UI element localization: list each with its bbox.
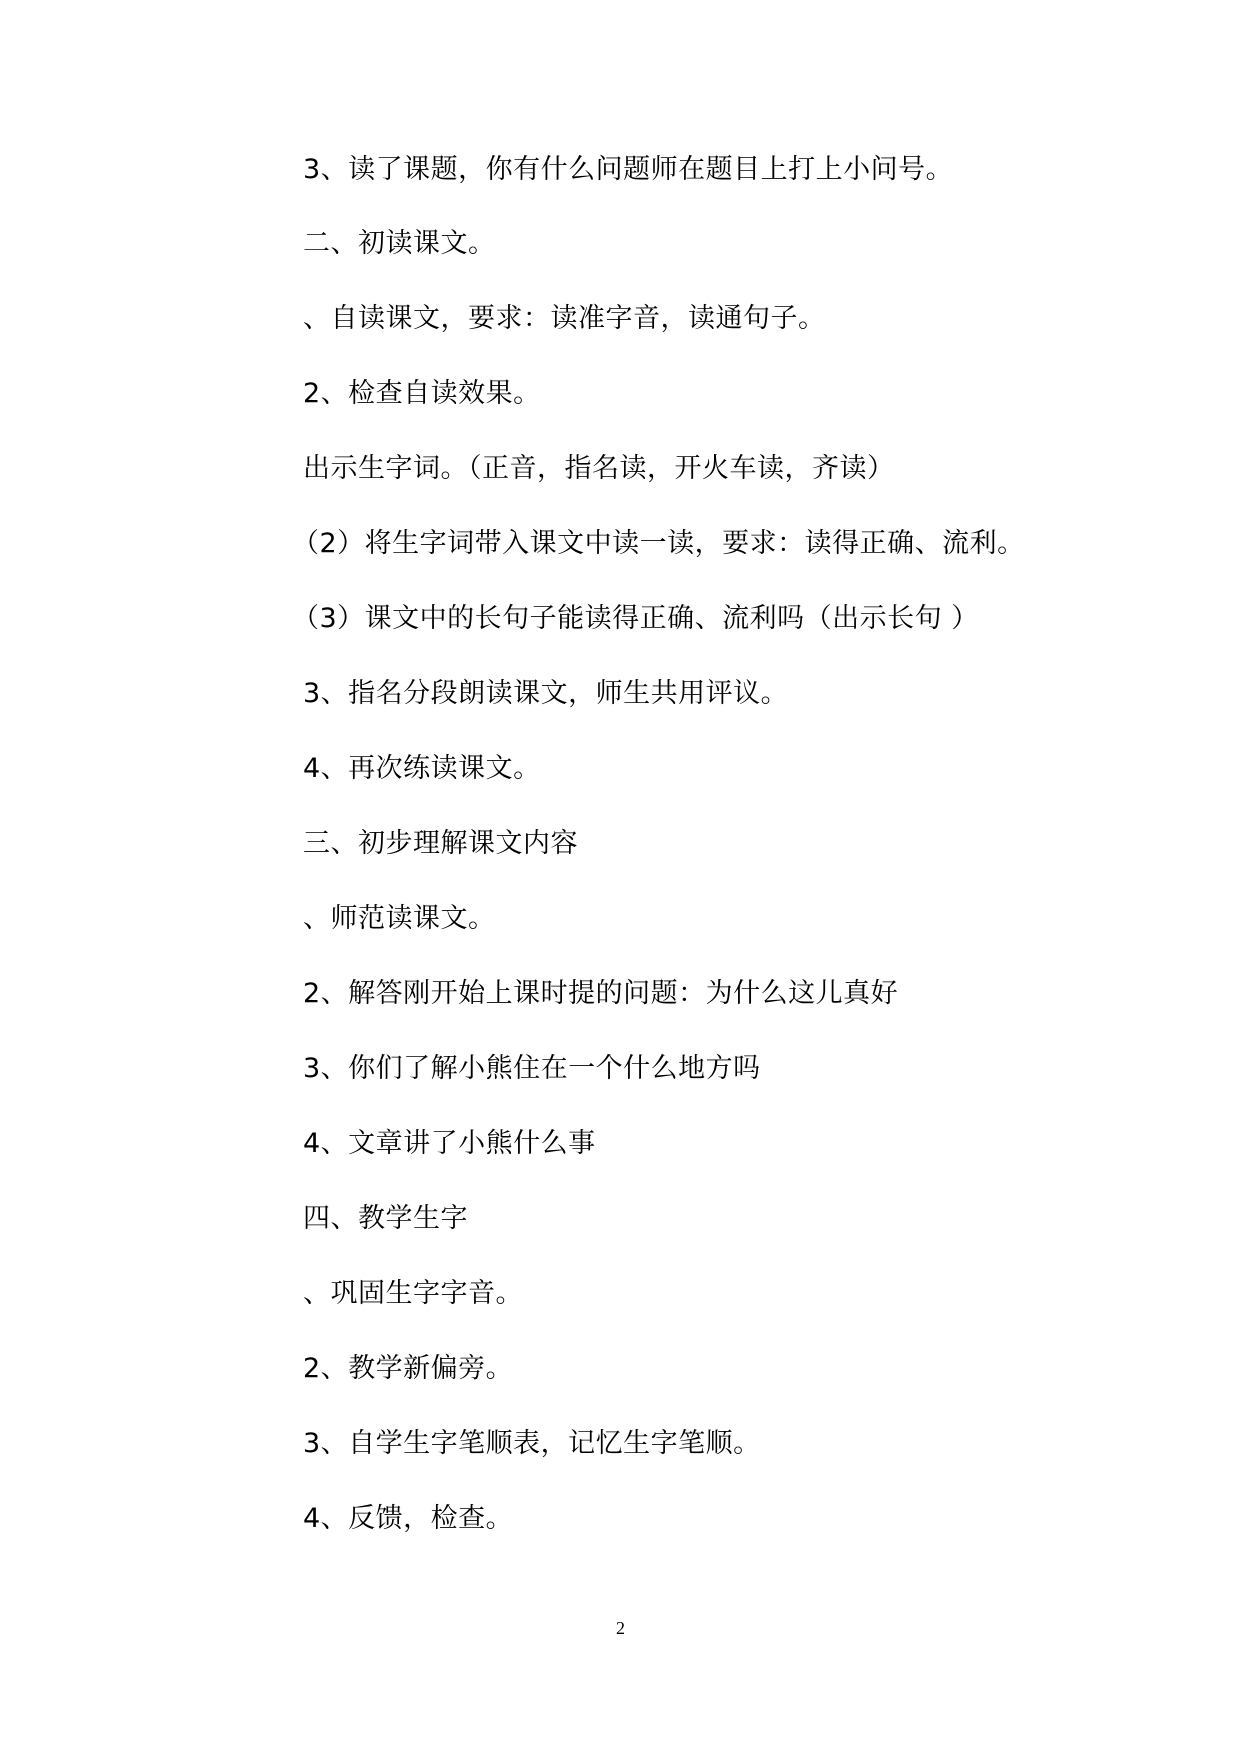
section-heading: 三、初步理解课文内容 xyxy=(303,828,578,859)
section-heading: 四、教学生字 xyxy=(303,1203,468,1234)
paragraph: 4、反馈，检查。 xyxy=(303,1503,514,1534)
paragraph: （2）将生字词带入课文中读一读，要求：读得正确、流利。 xyxy=(292,528,1025,559)
paragraph: 、师范读课文。 xyxy=(303,903,496,934)
paragraph: 、巩固生字字音。 xyxy=(303,1278,523,1309)
section-heading: 二、初读课文。 xyxy=(303,228,496,259)
paragraph: （3）课文中的长句子能读得正确、流利吗（出示长句 ） xyxy=(292,603,979,634)
paragraph: 3、读了课题，你有什么问题师在题目上打上小问号。 xyxy=(303,154,954,185)
paragraph: 3、指名分段朗读课文，师生共用评议。 xyxy=(303,678,789,709)
paragraph: 出示生字词。（正音，指名读，开火车读，齐读） xyxy=(303,453,895,484)
page-number: 2 xyxy=(616,1618,625,1638)
paragraph: 2、检查自读效果。 xyxy=(303,378,541,409)
paragraph: 3、你们了解小熊住在一个什么地方吗 xyxy=(303,1053,761,1084)
paragraph: 4、再次练读课文。 xyxy=(303,753,541,784)
paragraph: 2、教学新偏旁。 xyxy=(303,1353,514,1384)
paragraph: 、自读课文，要求：读准字音，读通句子。 xyxy=(303,303,826,334)
paragraph: 4、文章讲了小熊什么事 xyxy=(303,1128,596,1159)
paragraph: 2、解答刚开始上课时提的问题：为什么这儿真好 xyxy=(303,978,899,1009)
paragraph: 3、自学生字笔顺表，记忆生字笔顺。 xyxy=(303,1428,761,1459)
